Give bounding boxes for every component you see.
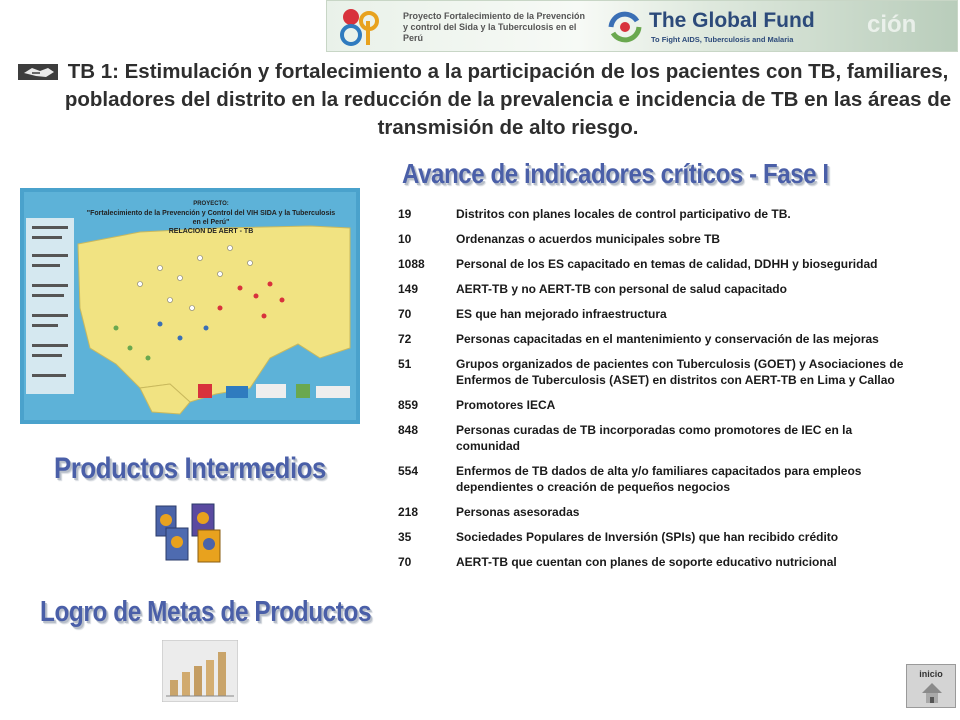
indicator-row (398, 463, 908, 495)
indicator-text: Distritos con planes locales de control participativo de TB. (456, 207, 791, 221)
global-fund-logo-icon (605, 9, 645, 45)
indicator-text: Ordenanzas o acuerdos municipales sobre TB (456, 232, 721, 246)
indicator-value: 848 (398, 423, 419, 437)
global-fund-title: The Global Fund (649, 9, 815, 32)
map-caption-prefix: PROYECTO: (193, 201, 229, 207)
indicator-value: 10 (398, 232, 412, 246)
indicator-text: Enfermos de TB dados de alta y/o familiares capacitados para empleos dependientes o creación de pequeños negocios (456, 464, 862, 494)
indicator-text: AERT-TB que cuentan con planes de soporte educativo nutricional (456, 555, 837, 569)
indicator-value: 19 (398, 207, 412, 221)
indicator-text: ES que han mejorado infraestructura (456, 307, 667, 321)
global-fund-subtitle: To Fight AIDS, Tuberculosis and Malaria (651, 35, 794, 44)
indicator-text: Sociedades Populares de Inversión (SPIs) que han recibido crédito (456, 530, 839, 544)
indicator-list (398, 206, 908, 579)
indicator-row (398, 504, 908, 520)
indicator-text: AERT-TB y no AERT-TB con personal de salud capacitado (456, 282, 787, 296)
indicator-row (398, 281, 908, 297)
map-caption (86, 200, 336, 236)
goals-chart-image[interactable] (162, 640, 238, 702)
indicator-text: Grupos organizados de pacientes con Tuberculosis (GOET) y Asociaciones de Enfermos de Tuberculosis (ASET) en distritos con AERT-TB en Lima y Callao (456, 357, 904, 387)
indicator-row (398, 529, 908, 545)
indicator-text: Promotores IECA (456, 398, 556, 412)
page-heading: TB 1: Estimulación y fortalecimiento a la participación de los pacientes con TB, familiares, pobladores del distrito en la reducción de la prevalencia e incidencia de TB en las áreas de transmisión de alto riesgo. (64, 60, 952, 139)
map-caption-subtitle: RELACION DE AERT - TB (168, 228, 254, 235)
indicator-row (398, 256, 908, 272)
indicator-value: 149 (398, 282, 419, 296)
home-icon (921, 681, 943, 705)
indicator-value: 859 (398, 398, 419, 412)
home-button-label: inicio (919, 669, 943, 679)
products-image[interactable] (152, 502, 224, 566)
indicator-row (398, 422, 908, 454)
indicator-text: Personal de los ES capacitado en temas de calidad, DDHH y bioseguridad (456, 257, 878, 271)
map-caption-title: "Fortalecimiento de la Prevención y Control del VIH SIDA y la Tuberculosis en el Perú" (86, 210, 336, 226)
indicator-row (398, 306, 908, 322)
indicator-value: 51 (398, 357, 412, 371)
section-title-logro[interactable]: Logro de Metas de Productos (40, 596, 372, 628)
indicator-value: 218 (398, 505, 419, 519)
indicator-value: 70 (398, 307, 412, 321)
indicator-text: Personas curadas de TB incorporadas como promotores de IEC en la comunidad (456, 423, 853, 453)
indicator-text: Personas asesoradas (456, 505, 580, 519)
project-logo-icon (339, 5, 385, 49)
indicator-row (398, 331, 908, 347)
header-banner (326, 0, 958, 52)
handshake-icon (18, 62, 58, 82)
indicator-value: 72 (398, 332, 412, 346)
indicator-row (398, 231, 908, 247)
indicator-text: Personas capacitadas en el mantenimiento y conservación de las mejoras (456, 332, 879, 346)
home-button[interactable] (906, 664, 956, 708)
indicator-row (398, 397, 908, 413)
project-name: Proyecto Fortalecimiento de la Prevención y control del Sida y la Tuberculosis en el Perú (403, 11, 586, 43)
indicator-row (398, 554, 908, 570)
indicator-value: 35 (398, 530, 412, 544)
indicator-value: 554 (398, 464, 419, 478)
banner-watermark-text: ción (867, 11, 917, 38)
indicator-row (398, 356, 908, 388)
section-title-avance: Avance de indicadores críticos - Fase I (402, 158, 829, 189)
indicator-value: 1088 (398, 257, 425, 271)
indicator-value: 70 (398, 555, 412, 569)
section-title-productos[interactable]: Productos Intermedios (54, 452, 326, 485)
indicator-row (398, 206, 908, 222)
